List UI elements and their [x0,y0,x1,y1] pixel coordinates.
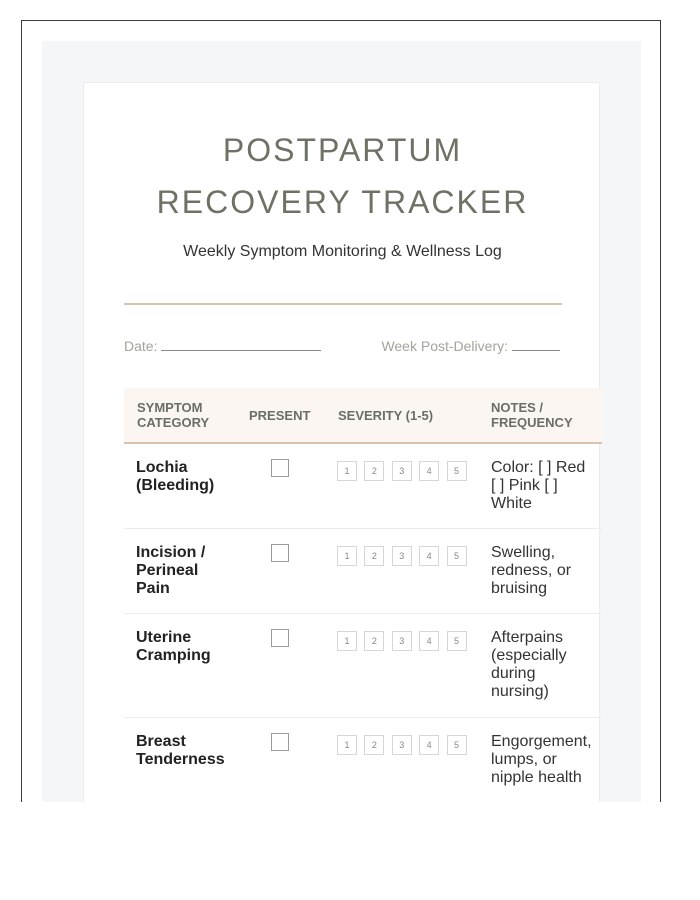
severity-option-3[interactable]: 3 [392,735,412,755]
severity-scale [337,546,474,566]
week-field[interactable] [381,338,560,354]
symptom-name-line: Tenderness [136,751,225,768]
severity-option-1[interactable]: 1 [337,631,357,651]
table-row [124,718,602,802]
header-symptom-line-1: SYMPTOM [137,400,203,415]
severity-option-4[interactable]: 4 [419,461,439,481]
severity-option-2[interactable]: 2 [364,461,384,481]
notes-text [491,459,599,513]
header-notes-line-2: FREQUENCY [491,415,573,430]
week-blank-line[interactable] [512,338,560,351]
notes-text-line: [ ] Pink [ ] [491,477,558,494]
symptom-name-line: Cramping [136,647,211,664]
header-present: PRESENT [249,408,311,423]
notes-text-line: bruising [491,580,548,597]
severity-option-2[interactable]: 2 [364,735,384,755]
week-label: Week Post-Delivery: [381,338,508,354]
notes-text-line: Color: [ ] Red [491,459,586,476]
severity-option-5[interactable]: 5 [447,546,467,566]
table-row [124,614,602,718]
notes-text [491,629,599,701]
symptom-table [124,388,602,802]
severity-option-3[interactable]: 3 [392,461,412,481]
header-notes-line-1: NOTES / [491,400,544,415]
symptom-name [136,733,236,769]
notes-text [491,544,599,598]
severity-option-4[interactable]: 4 [419,735,439,755]
table-header [124,388,602,444]
severity-scale [337,631,474,651]
symptom-name-line: Uterine [136,629,192,646]
severity-option-2[interactable]: 2 [364,546,384,566]
date-label: Date: [124,338,158,354]
symptom-name-line: Incision / [136,544,206,561]
severity-option-5[interactable]: 5 [447,735,467,755]
notes-text-line: Engorgement, [491,733,592,750]
present-checkbox[interactable] [271,629,289,647]
table-row [124,444,602,529]
title-line-1: POSTPARTUM [222,132,463,168]
date-field[interactable] [124,338,321,354]
notes-text-line: White [491,495,532,512]
page-title [84,124,601,228]
present-checkbox[interactable] [271,544,289,562]
symptom-name [136,459,236,495]
symptom-name-line: Pain [136,580,170,597]
present-checkbox[interactable] [271,733,289,751]
table-body [124,444,602,802]
table-row [124,529,602,614]
severity-scale [337,735,474,755]
header-notes-frequency [491,400,573,430]
symptom-name-line: Lochia [136,459,188,476]
document-frame [21,20,661,802]
notes-text-line: (especially [491,647,567,664]
symptom-name-line: (Bleeding) [136,477,215,494]
notes-text [491,733,599,787]
severity-option-5[interactable]: 5 [447,461,467,481]
symptom-name-line: Perineal [136,562,199,579]
severity-scale [337,461,474,481]
notes-text-line: lumps, or [491,751,557,768]
notes-text-line: nipple health [491,769,582,786]
date-blank-line[interactable] [161,338,321,351]
header-severity: SEVERITY (1-5) [338,408,434,423]
notes-text-line: Afterpains [491,629,564,646]
notes-text-line: during [491,665,536,682]
severity-option-4[interactable]: 4 [419,546,439,566]
notes-text-line: redness, or [491,562,572,579]
symptom-name [136,544,236,598]
severity-option-1[interactable]: 1 [337,461,357,481]
title-line-2: RECOVERY TRACKER [156,184,529,220]
tracker-sheet [83,82,600,802]
severity-option-1[interactable]: 1 [337,735,357,755]
present-checkbox[interactable] [271,459,289,477]
symptom-name-line: Breast [136,733,186,750]
notes-text-line: nursing) [491,683,549,700]
notes-text-line: Swelling, [491,544,556,561]
page-subtitle: Weekly Symptom Monitoring & Wellness Log [183,243,502,260]
severity-option-3[interactable]: 3 [392,631,412,651]
symptom-name [136,629,236,665]
header-symptom-line-2: CATEGORY [137,415,210,430]
header-divider [124,303,562,305]
severity-option-4[interactable]: 4 [419,631,439,651]
header-symptom-category [137,400,209,430]
severity-option-5[interactable]: 5 [447,631,467,651]
severity-option-2[interactable]: 2 [364,631,384,651]
severity-option-3[interactable]: 3 [392,546,412,566]
severity-option-1[interactable]: 1 [337,546,357,566]
